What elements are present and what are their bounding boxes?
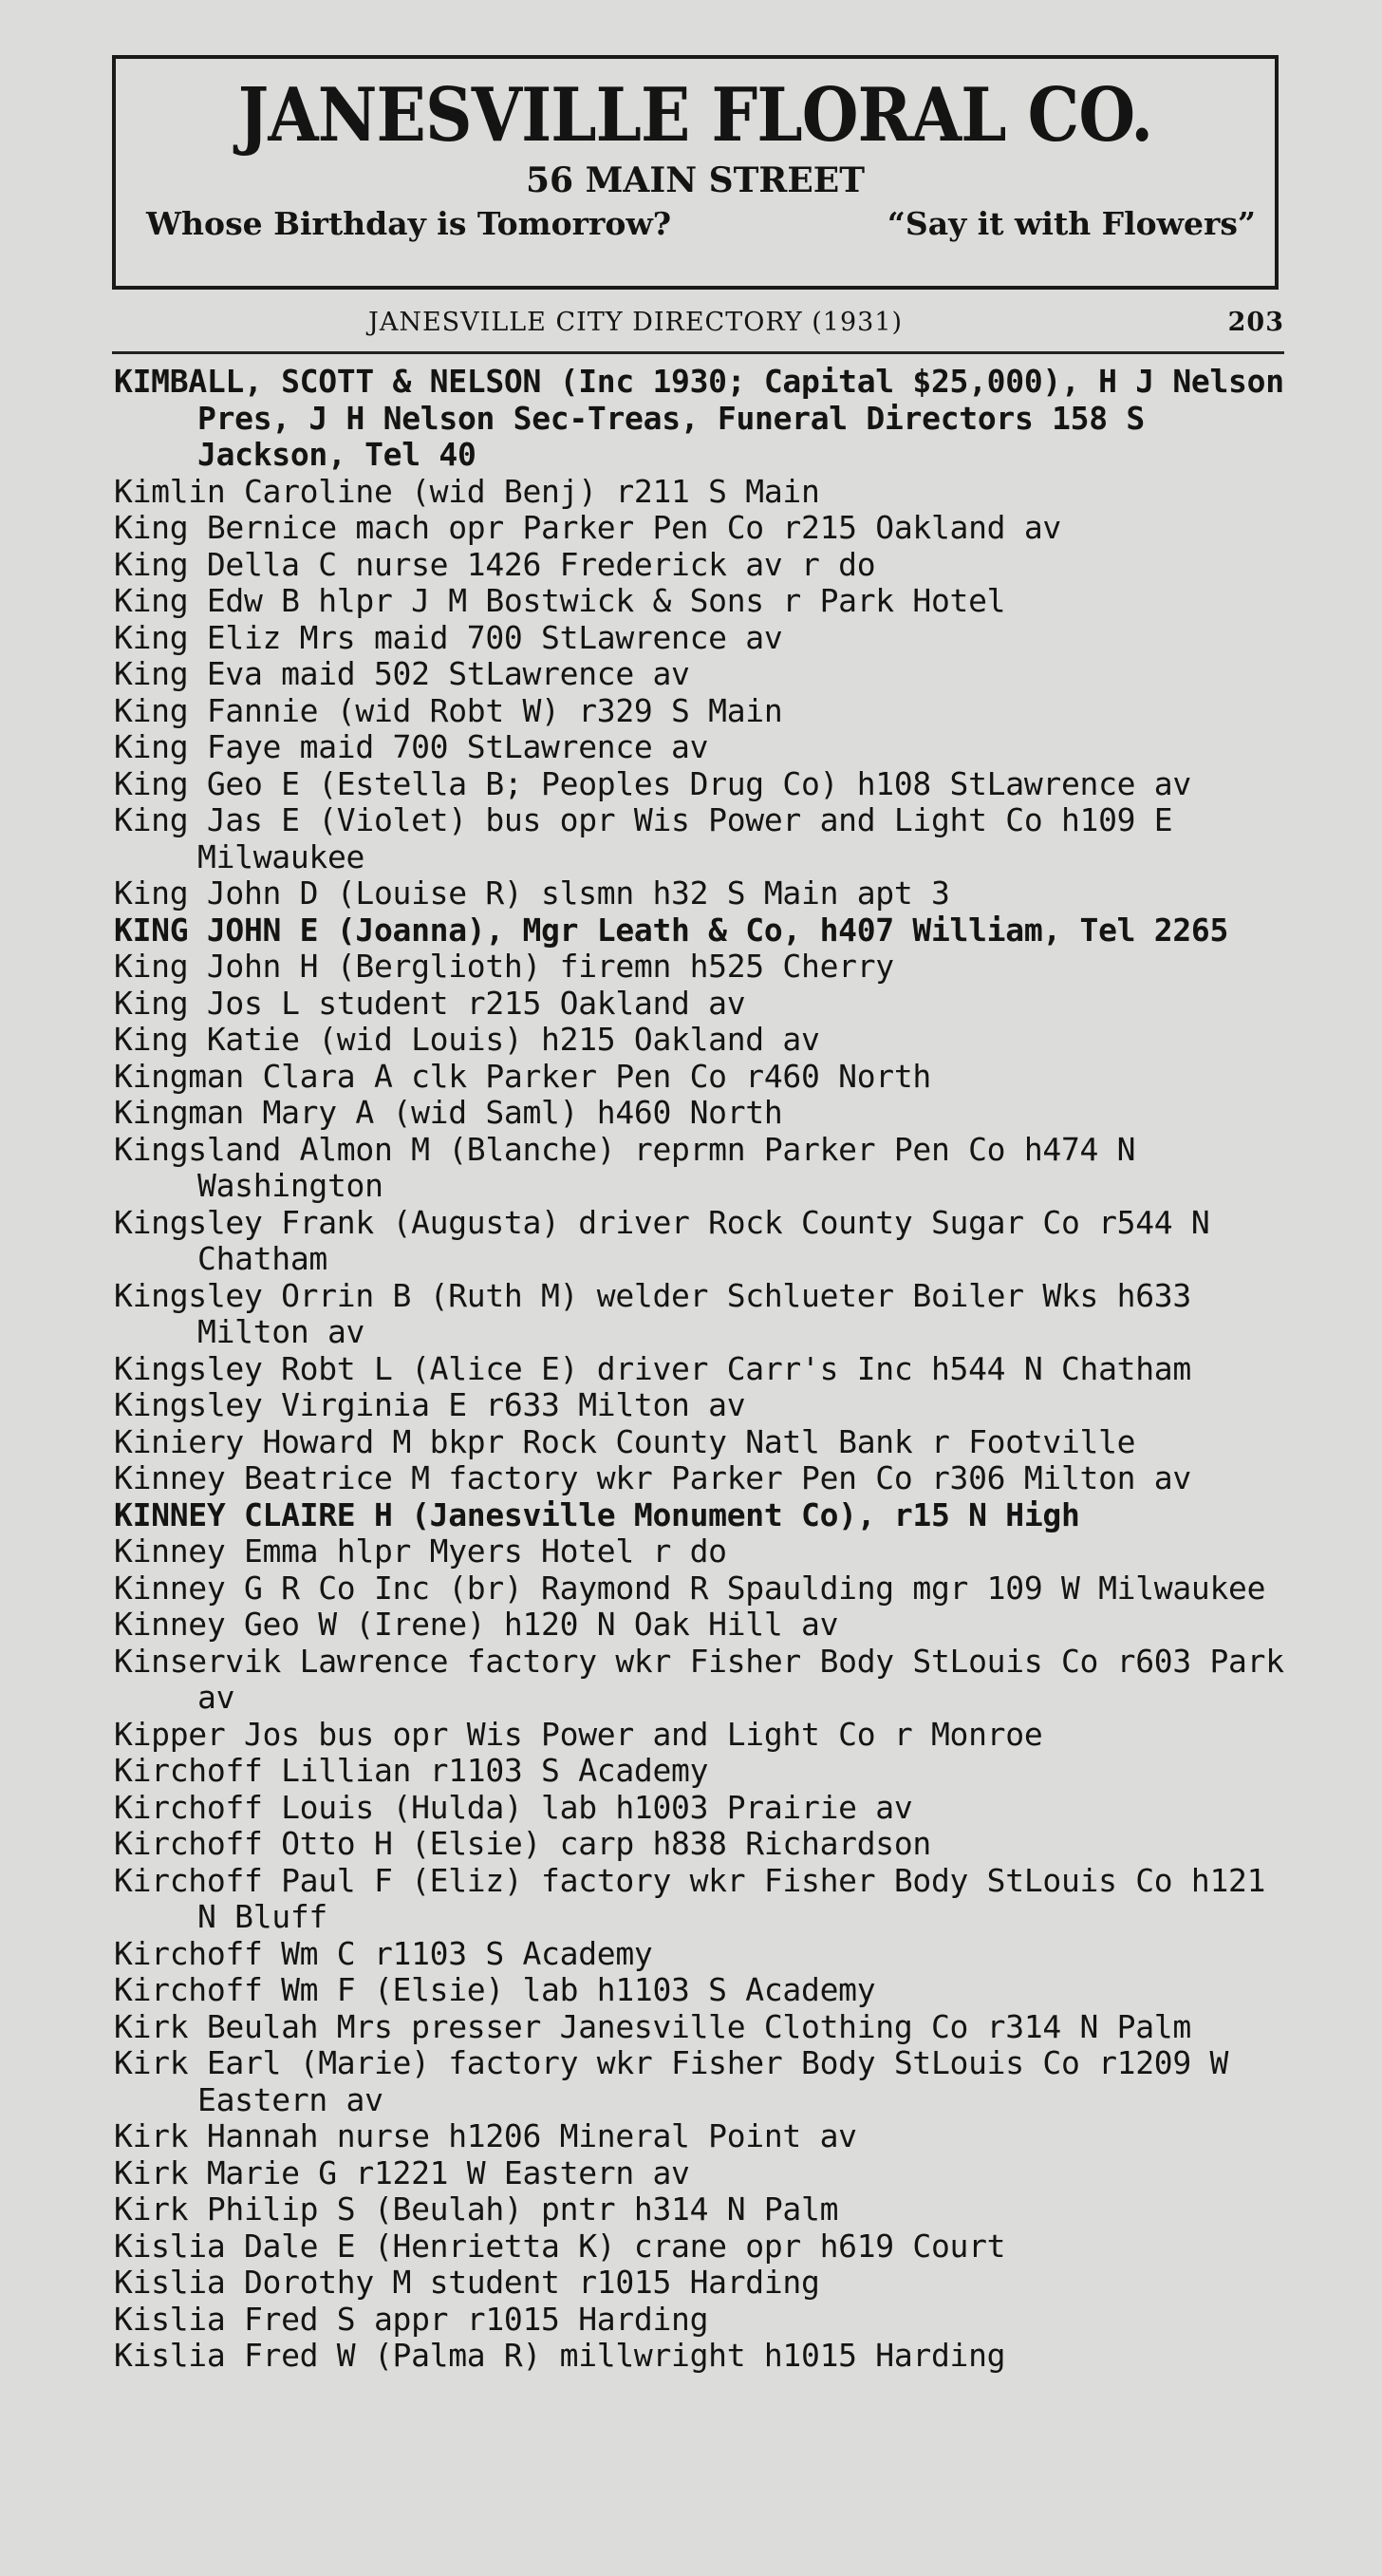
directory-entries bbox=[114, 364, 1291, 2375]
header-rule bbox=[112, 351, 1284, 354]
list-item: Kingsley Frank (Augusta) driver Rock County Sugar Co r544 N Chatham bbox=[114, 1203, 1210, 1277]
list-item: Kirk Marie G r1221 W Eastern av bbox=[114, 2153, 690, 2191]
list-item: Kislia Dorothy M student r1015 Harding bbox=[114, 2264, 820, 2301]
list-item: Kiniery Howard M bkpr Rock County Natl Bank r Footville bbox=[114, 1422, 1136, 1460]
list-item: Kingsley Robt L (Alice E) driver Carr's Inc h544 N Chatham bbox=[114, 1349, 1191, 1387]
list-item: King John H (Berglioth) firemn h525 Cherry bbox=[114, 948, 894, 985]
list-item: Kingsley Virginia E r633 Milton av bbox=[114, 1386, 746, 1423]
list-item: Kirchoff Otto H (Elsie) carp h838 Richardson bbox=[114, 1825, 931, 1862]
list-item: Kirk Hannah nurse h1206 Mineral Point av bbox=[114, 2117, 857, 2154]
list-item: King John D (Louise R) slsmn h32 S Main apt 3 bbox=[114, 874, 950, 912]
list-item: Kinney Emma hlpr Myers Hotel r do bbox=[114, 1532, 727, 1570]
list-item: KING JOHN E (Joanna), Mgr Leath & Co, h407 William, Tel 2265 bbox=[114, 911, 1229, 949]
list-item: KINNEY CLAIRE H (Janesville Monument Co), r15 N High bbox=[114, 1495, 1080, 1533]
list-item: King Jos L student r215 Oakland av bbox=[114, 984, 746, 1022]
list-item: King Geo E (Estella B; Peoples Drug Co) h108 StLawrence av bbox=[114, 764, 1191, 802]
list-item: King Della C nurse 1426 Frederick av r do bbox=[114, 545, 876, 583]
list-item: King Fannie (wid Robt W) r329 S Main bbox=[114, 691, 783, 729]
list-item: King Eva maid 502 StLawrence av bbox=[114, 655, 690, 692]
list-item: Kimlin Caroline (wid Benj) r211 S Main bbox=[114, 472, 820, 510]
list-item: King Katie (wid Louis) h215 Oakland av bbox=[114, 1021, 820, 1058]
list-item: King Jas E (Violet) bus opr Wis Power and Light Co h109 E Milwaukee bbox=[114, 801, 1173, 875]
list-item: Kislia Fred W (Palma R) millwright h1015 Harding bbox=[114, 2337, 1006, 2374]
ad-taglines bbox=[116, 203, 1275, 245]
list-item: Kirchoff Wm C r1103 S Academy bbox=[114, 1934, 653, 1972]
ad-tagline-left: Whose Birthday is Tomorrow? bbox=[146, 205, 672, 242]
list-item: Kinney Geo W (Irene) h120 N Oak Hill av bbox=[114, 1606, 839, 1643]
list-item: Kirk Beulah Mrs presser Janesville Clothing Co r314 N Palm bbox=[114, 2007, 1191, 2045]
directory-title: JANESVILLE CITY DIRECTORY (1931) bbox=[368, 308, 904, 337]
list-item: Kingsley Orrin B (Ruth M) welder Schlueter Boiler Wks h633 Milton av bbox=[114, 1276, 1191, 1350]
ad-tagline-right: “Say it with Flowers” bbox=[887, 205, 1256, 242]
ad-company-name: JANESVILLE FLORAL CO. bbox=[237, 72, 1153, 159]
list-item: Kislia Dale E (Henrietta K) crane opr h619 Court bbox=[114, 2227, 1006, 2265]
floral-advertisement-box bbox=[112, 55, 1279, 290]
running-head bbox=[112, 308, 1284, 346]
list-item: King Bernice mach opr Parker Pen Co r215 Oakland av bbox=[114, 509, 1061, 546]
ad-address: 56 MAIN STREET bbox=[525, 160, 866, 200]
page-number: 203 bbox=[1227, 308, 1284, 337]
list-item: Kirk Philip S (Beulah) pntr h314 N Palm bbox=[114, 2191, 839, 2228]
list-item: Kingman Mary A (wid Saml) h460 North bbox=[114, 1094, 783, 1131]
list-item: KIMBALL, SCOTT & NELSON (Inc 1930; Capital $25,000), H J Nelson Pres, J H Nelson Sec-Treas, Funeral Directors 158 S Jackson, Tel 40 bbox=[114, 363, 1284, 473]
list-item: Kingsland Almon M (Blanche) reprmn Parker Pen Co h474 N Washington bbox=[114, 1130, 1136, 1204]
list-item: Kirchoff Lillian r1103 S Academy bbox=[114, 1752, 709, 1789]
list-item: Kinney Beatrice M factory wkr Parker Pen Co r306 Milton av bbox=[114, 1459, 1191, 1496]
list-item: Kirchoff Wm F (Elsie) lab h1103 S Academy bbox=[114, 1971, 876, 2008]
list-item: King Edw B hlpr J M Bostwick & Sons r Park Hotel bbox=[114, 582, 1006, 619]
list-item: Kirchoff Louis (Hulda) lab h1003 Prairie av bbox=[114, 1788, 913, 1826]
list-item: Kipper Jos bus opr Wis Power and Light Co r Monroe bbox=[114, 1715, 1043, 1753]
list-item: Kirchoff Paul F (Eliz) factory wkr Fisher Body StLouis Co h121 N Bluff bbox=[114, 1861, 1266, 1935]
list-item: Kingman Clara A clk Parker Pen Co r460 North bbox=[114, 1057, 931, 1095]
list-item: Kislia Fred S appr r1015 Harding bbox=[114, 2300, 709, 2338]
list-item: Kinservik Lawrence factory wkr Fisher Body StLouis Co r603 Park av bbox=[114, 1642, 1284, 1716]
list-item: King Eliz Mrs maid 700 StLawrence av bbox=[114, 618, 783, 656]
list-item: Kinney G R Co Inc (br) Raymond R Spaulding mgr 109 W Milwaukee bbox=[114, 1569, 1266, 1607]
list-item: Kirk Earl (Marie) factory wkr Fisher Body StLouis Co r1209 W Eastern av bbox=[114, 2044, 1229, 2118]
list-item: King Faye maid 700 StLawrence av bbox=[114, 728, 709, 765]
